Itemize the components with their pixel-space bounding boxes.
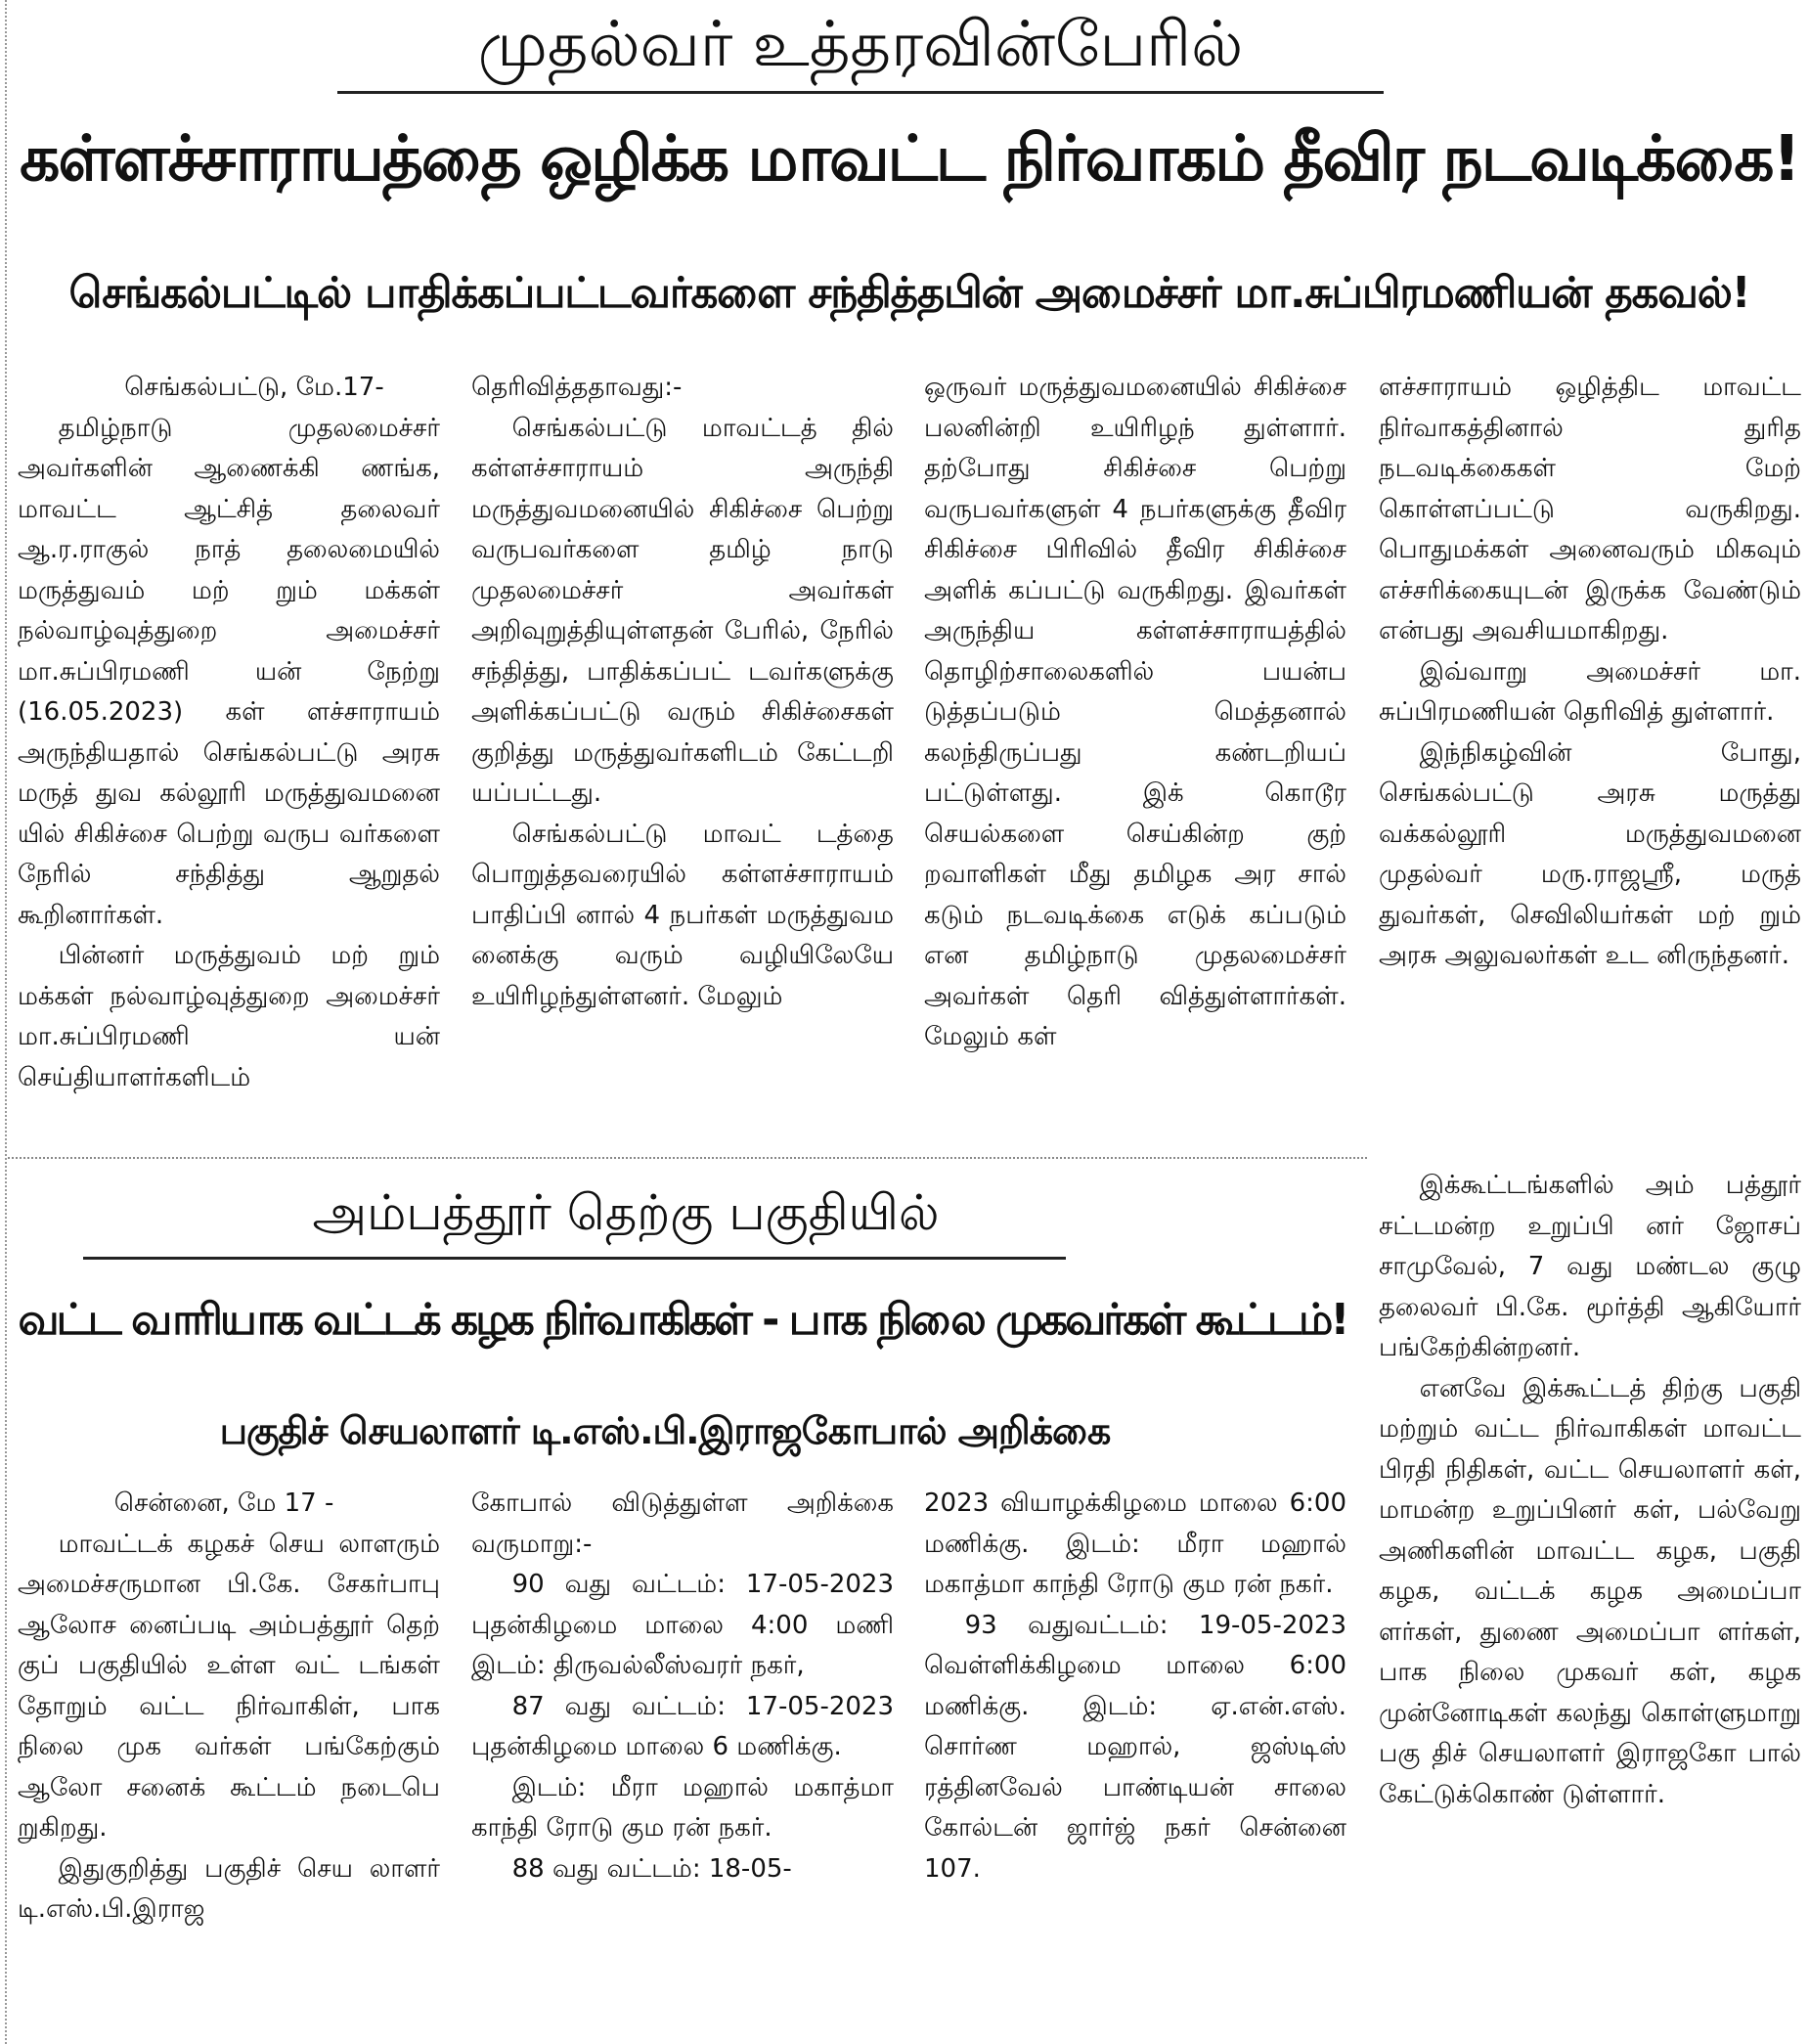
story1-paragraph: செங்கல்பட்டு மாவட்டத் தில் கள்ளச்சாராயம் அருந்தி மருத்துவமனையில் சிகிச்சை பெற்று வருபவர்களை தமிழ் நாடு முதலமைச்சர் அவர்கள் அறிவுறுத்தியுள்ளதன் பேரில், நேரில் சந்தித்து, பாதிக்கப்பட் டவர்களுக்கு அளிக்கப்பட்டு வரும் சிகிச்சைகள் குறித்து மருத்துவர்களிடம் கேட்டறி யப்பட்டது.	[471, 413, 894, 808]
story1-paragraph: இவ்வாறு அமைச்சர் மா. சுப்பிரமணியன் தெரிவித் துள்ளார்.	[1379, 656, 1801, 727]
story2-kicker-underline	[83, 1257, 1066, 1260]
story2-subhead: பகுதிச் செயலாளர் டி.எஸ்.பி.இராஜகோபால் அறிக்கை	[219, 1409, 1111, 1452]
story1-paragraph: தெரிவித்ததாவது:-	[471, 373, 683, 402]
story1-kicker-underline	[337, 91, 1384, 94]
story2-paragraph: இக்கூட்டங்களில் அம் பத்தூர் சட்டமன்ற உறுப்பி னர் ஜோசப் சாமுவேல், 7 வது மண்டல குழு தலைவர் பி.கே. மூர்த்தி ஆகியோர் பங்கேற்கின்றனர்.	[1379, 1171, 1801, 1362]
story1-paragraph: பின்னர் மருத்துவம் மற் றும் மக்கள் நல்வாழ்வுத்துறை அமைச்சர் மா.சுப்பிரமணி யன் செய்தியாளர்களிடம்	[18, 941, 440, 1092]
story1-column-1	[18, 368, 440, 1098]
story2-kicker: அம்பத்தூர் தெற்கு பகுதியில்	[312, 1184, 940, 1241]
story1-column-2	[471, 368, 894, 1017]
story-divider	[8, 1157, 1367, 1159]
story2-column-4	[1379, 1166, 1801, 1815]
story2-paragraph: இடம்: மீரா மஹால் மகாத்மா காந்தி ரோடு கும ரன் நகர்.	[471, 1772, 894, 1843]
story1-paragraph: தமிழ்நாடு முதலமைச்சர் அவர்களின் ஆணைக்கி ணங்க, மாவட்ட ஆட்சித் தலைவர் ஆ.ர.ராகுல் நாத் தலைமையில் மருத்துவம் மற் றும் மக்கள் நல்வாழ்வுத்துறை அமைச்சர் மா.சுப்பிரமணி யன் நேற்று (16.05.2023) கள் ளச்சாராயம் அருந்தியதால் செங்கல்பட்டு அரசு மருத் துவ கல்லூரி மருத்துவமனை யில் சிகிச்சை பெற்று வருப வர்களை நேரில் சந்தித்து ஆறுதல் கூறினார்கள்.	[18, 413, 440, 930]
story2-column-2	[471, 1484, 894, 1889]
story2-paragraph: 88 வது வட்டம்: 18-05-	[511, 1853, 792, 1884]
story2-paragraph: எனவே இக்கூட்டத் திற்கு பகுதி மற்றும் வட்ட நிர்வாகிகள் மாவட்ட பிரதி நிதிகள், வட்ட செயலாளர் கள், மாமன்ற உறுப்பினர் கள், பல்வேறு அணிகளின் மாவட்ட கழக, பகுதி கழக, வட்டக் கழக அமைப்பா ளர்கள், துணை அமைப்பா ளர்கள், பாக நிலை முகவர் கள், கழக முன்னோடிகள் கலந்து கொள்ளுமாறு பகு திச் செயலாளர் இராஜகோ பால் கேட்டுக்கொண் டுள்ளார்.	[1379, 1373, 1801, 1809]
story2-paragraph: 90 வது வட்டம்: 17-05-2023 புதன்கிழமை மாலை 4:00 மணி இடம்: திருவல்லீஸ்வரர் நகர்,	[471, 1570, 894, 1680]
story2-paragraph: மாவட்டக் கழகச் செய லாளரும் அமைச்சருமான பி.கே. சேகர்பாபு ஆலோச னைப்படி அம்பத்தூர் தெற் குப் பகுதியில் உள்ள வட் டங்கள் தோறும் வட்ட நிர்வாகிள், பாக நிலை முக வர்கள் பங்கேற்கும் ஆலோ சனைக் கூட்டம் நடைபெ றுகிறது.	[18, 1529, 440, 1843]
story1-paragraph: ஒருவர் மருத்துவமனையில் சிகிச்சை பலனின்றி உயிரிழந் துள்ளார். தற்போது சிகிச்சை பெற்று வருபவர்களுள் 4 நபர்களுக்கு தீவிர சிகிச்சை பிரிவில் தீவிர சிகிச்சை அளிக் கப்பட்டு வருகிறது. இவர்கள் அருந்திய கள்ளச்சாராயத்தில் தொழிற்சாலைகளில் பயன்ப டுத்தப்படும் மெத்தனால் கலந்திருப்பது கண்டறியப் பட்டுள்ளது. இக் கொடூர செயல்களை செய்கின்ற குற் றவாளிகள் மீது தமிழக அர சால் கடும் நடவடிக்கை எடுக் கப்படும் என தமிழ்நாடு முதலமைச்சர் அவர்கள் தெரி வித்துள்ளார்கள். மேலும் கள்	[924, 373, 1346, 1051]
story2-column-3	[924, 1484, 1346, 1889]
story1-paragraph: இந்நிகழ்வின் போது, செங்கல்பட்டு அரசு மருத்து வக்கல்லூரி மருத்துவமனை முதல்வர் மரு.ராஜஸ்ரீ, மருத் துவர்கள், செவிலியர்கள் மற் றும் அரசு அலுவலர்கள் உட னிருந்தனர்.	[1379, 737, 1801, 970]
story2-paragraph: 2023 வியாழக்கிழமை மாலை 6:00 மணிக்கு. இடம்: மீரா மஹால் மகாத்மா காந்தி ரோடு கும ரன் நகர்.	[924, 1489, 1346, 1599]
story1-paragraph: ளச்சாராயம் ஒழித்திட மாவட்ட நிர்வாகத்தினால் துரித நடவடிக்கைகள் மேற் கொள்ளப்பட்டு வருகிறது. பொதுமக்கள் அனைவரும் மிகவும் எச்சரிக்கையுடன் இருக்க வேண்டும் என்பது அவசியமாகிறது.	[1379, 373, 1801, 645]
story1-headline: கள்ளச்சாராயத்தை ஒழிக்க மாவட்ட நிர்வாகம் தீவிர நடவடிக்கை!	[20, 122, 1799, 196]
page-left-border	[5, 0, 7, 2044]
story2-dateline: சென்னை, மே 17 -	[113, 1489, 334, 1518]
story1-column-3	[924, 368, 1346, 1058]
story1-paragraph: செங்கல்பட்டு மாவட் டத்தை பொறுத்தவரையில் கள்ளச்சாராயம் பாதிப்பி னால் 4 நபர்கள் மருத்துவம னைக்கு வரும் வழியிலேயே உயிரிழந்துள்ளனர். மேலும்	[471, 819, 894, 1011]
story2-headline: வட்ட வாரியாக வட்டக் கழக நிர்வாகிகள் - பாக நிலை முகவர்கள் கூட்டம்!	[18, 1295, 1347, 1345]
story1-subhead: செங்கல்பட்டில் பாதிக்கப்பட்டவர்களை சந்தித்தபின் அமைச்சர் மா.சுப்பிரமணியன் தகவல்!	[68, 269, 1750, 318]
story2-paragraph: இதுகுறித்து பகுதிச் செய லாளர் டி.எஸ்.பி.இராஜ	[18, 1853, 440, 1924]
story1-kicker: முதல்வர் உத்தரவின்பேரில்	[477, 9, 1244, 81]
story2-paragraph: 93 வதுவட்டம்: 19-05-2023 வெள்ளிக்கிழமை மாலை 6:00 மணிக்கு. இடம்: ஏ.என்.எஸ். சொர்ண மஹால், ஜஸ்டிஸ் ரத்தினவேல் பாண்டியன் சாலை கோல்டன் ஜார்ஜ் நகர் சென்னை 107.	[924, 1610, 1346, 1884]
story1-dateline: செங்கல்பட்டு, மே.17-	[124, 373, 384, 402]
story2-paragraph: கோபால் விடுத்துள்ள அறிக்கை வருமாறு:-	[471, 1489, 894, 1559]
story2-column-1	[18, 1484, 440, 1931]
story2-paragraph: 87 வது வட்டம்: 17-05-2023 புதன்கிழமை மாலை 6 மணிக்கு.	[471, 1691, 894, 1761]
story1-column-4	[1379, 368, 1801, 977]
